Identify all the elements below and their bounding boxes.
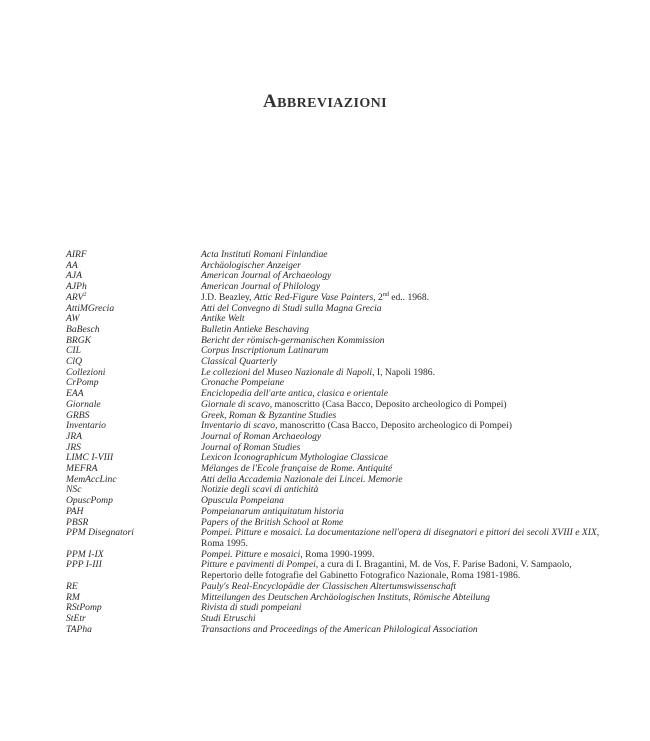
abbreviation-key-text: StEtr [66,612,86,624]
expansion-fragment: , 2 [373,291,383,303]
expansion-fragment: Cronache Pompeiane [201,377,285,389]
abbreviation-row [66,475,606,486]
abbreviation-key [66,378,201,389]
expansion-fragment: Mitteilungen des Deutschen Archäologischen Instituts, Römische Abteilung [201,591,490,603]
expansion-fragment: Inventario di scavo [201,420,276,432]
expansion-fragment: Greek, Roman & Byzantine Studies [201,409,337,421]
abbreviation-key [66,250,201,261]
abbreviation-key [66,304,201,315]
abbreviation-row [66,560,606,581]
abbreviation-row [66,593,606,604]
abbreviation-key [66,261,201,272]
abbreviation-row [66,304,606,315]
abbreviation-key-text: PPM I-IX [66,548,104,560]
page-title-initial: A [263,91,278,113]
expansion-fragment: Enciclopedia dell'arte antica, clasica e orientale [201,388,388,400]
expansion-fragment: Studi Etruschi [201,612,256,624]
abbreviation-key-text: AttiMGrecia [66,302,115,314]
expansion-fragment: Mélanges de l'Ecole française de Rome. Antiquité [201,463,393,475]
expansion-fragment: Le collezioni del Museo Nazionale di Napoli [201,366,373,378]
abbreviation-key-text: PPM Disegnatori [66,527,134,539]
abbreviation-row [66,271,606,282]
abbreviation-row [66,261,606,272]
abbreviation-key-text: AIRF [66,249,87,260]
abbreviation-row [66,250,606,261]
expansion-fragment: Notizie degli scavi di antichità [201,484,319,496]
abbreviation-key [66,421,201,432]
abbreviation-key-text: ARV [66,291,84,303]
abbreviation-key-text: Inventario [66,420,106,432]
expansion-fragment: Acta Instituti Romani Finlandiae [201,249,328,260]
expansion-fragment: Pompei. Pitture e mosaici [201,548,301,560]
expansion-fragment: American Journal of Philology [201,281,321,293]
abbreviation-key [66,496,201,507]
abbreviation-key [66,336,201,347]
page-title-rest: BBREVIAZIONI [277,96,387,112]
expansion-fragment: , Roma 1995. [201,527,600,549]
expansion-fragment: American Journal of Archaeology [201,270,332,282]
expansion-fragment: Journal of Roman Archaeology [201,430,322,442]
abbreviation-key [66,528,201,549]
abbreviation-key [66,432,201,443]
abbreviation-key-superscript: 2 [83,291,87,298]
abbreviation-key-text: MEFRA [66,463,98,475]
abbreviation-key-text: CIL [66,345,81,357]
expansion-fragment: Pompeianarum antiquitatum historia [201,505,344,517]
abbreviation-row [66,421,606,432]
abbreviation-row [66,368,606,379]
abbreviation-expansion [201,528,606,549]
expansion-fragment: nd [382,291,389,298]
abbreviation-key-text: AA [66,259,78,271]
expansion-fragment: Papers of the British School at Rome [201,516,344,528]
abbreviation-expansion [201,304,606,315]
abbreviation-key-text: Giornale [66,398,101,410]
abbreviation-key-text: PAH [66,505,84,517]
expansion-fragment: , a cura di I. Bragantini, M. de Vos, F. Parise Badoni, V. Sampaolo, Repertorio delle fotografie del Gabinetto Fotografico Nazionale, Roma 1981-1986. [201,559,572,582]
abbreviation-key [66,603,201,614]
abbreviation-key-text: AJPh [66,281,87,293]
abbreviation-row [66,336,606,347]
abbreviation-row [66,314,606,325]
expansion-fragment: Pompei. Pitture e mosaici. La documentazione nell'opera di disegnatori e pittori dei secoli XVIII e XIX [201,527,597,539]
expansion-fragment: ed.. 1968. [388,291,430,303]
abbreviation-key-text: BRGK [66,334,92,346]
abbreviation-key-text: OpuscPomp [66,495,113,507]
abbreviation-key-text: NSc [66,484,82,496]
abbreviation-key-text: TAPha [66,623,92,635]
expansion-fragment: Atti della Accademia Nazionale dei Lincei. Memorie [201,473,403,485]
expansion-fragment: Antike Welt [201,313,245,325]
abbreviation-key-text: PBSR [66,516,89,528]
abbreviation-row [66,485,606,496]
abbreviation-row [66,528,606,549]
expansion-fragment: , Roma 1990-1999. [300,548,375,560]
abbreviation-key-text: PPP I-III [66,559,102,571]
abbreviation-expansion [201,625,606,636]
abbreviation-key-text: AW [66,313,80,325]
abbreviation-expansion [201,603,606,614]
abbreviation-key-text: ClQ [66,356,82,368]
abbreviation-row [66,625,606,636]
expansion-fragment: Opuscula Pompeiana [201,495,284,507]
abbreviation-key-text: GRBS [66,409,90,421]
expansion-fragment: Pauly's Real-Encyclopädie der Classischen Altertumswissenschaft [201,580,457,592]
expansion-fragment: Journal of Roman Studies [201,441,301,453]
abbreviation-row [66,432,606,443]
abbreviation-key [66,346,201,357]
expansion-fragment: Attic Red-Figure Vase Painters [253,291,374,303]
expansion-fragment: Archäologischer Anzeiger [201,259,301,271]
abbreviation-key-text: RE [66,580,78,592]
expansion-fragment: , I, Napoli 1986. [372,366,435,378]
expansion-fragment: Rivista di studi pompeiani [201,602,302,614]
abbreviation-key-text: RStPomp [66,602,102,614]
expansion-fragment: Classical Quarterly [201,356,277,368]
abbreviation-key-text: Collezioni [66,366,106,378]
expansion-fragment: Bulletin Antieke Beschaving [201,323,309,335]
abbreviation-key-text: LIMC I-VIII [66,452,114,464]
expansion-fragment: , manoscritto (Casa Bacco, Deposito archeologico di Pompei) [275,420,512,432]
abbreviation-list [66,250,606,635]
expansion-fragment: Atti del Convegno di Studi sulla Magna Grecia [201,302,382,314]
abbreviation-key-text: JRS [66,441,81,453]
expansion-fragment: Transactions and Proceedings of the American Philological Association [201,623,478,635]
expansion-fragment: Bericht der römisch-germanischen Kommission [201,334,385,346]
abbreviation-expansion [201,560,606,581]
page-title [0,91,650,113]
abbreviation-row [66,603,606,614]
abbreviation-key [66,475,201,486]
abbreviation-row [66,346,606,357]
expansion-fragment: Corpus Inscriptionum Latinarum [201,345,329,357]
expansion-fragment: J.D. Beazley, [201,291,254,303]
abbreviation-key-text: AJA [66,270,82,282]
abbreviation-key-text: CrPomp [66,377,99,389]
abbreviation-key [66,560,201,581]
expansion-fragment: Lexicon Iconographicum Mythologiae Classicae [201,452,388,464]
abbreviation-key [66,625,201,636]
abbreviation-key-text: MemAccLinc [66,473,117,485]
expansion-fragment: Pitture e pavimenti di Pompei [201,559,316,571]
abbreviation-key [66,582,201,593]
abbreviation-key-text: BaBesch [66,323,100,335]
expansion-fragment: , manoscritto (Casa Bacco, Deposito archeologico di Pompei) [269,398,507,410]
abbreviation-key-text: EAA [66,388,84,400]
expansion-fragment: Giornale di scavo [201,398,270,410]
abbreviation-key-text: RM [66,591,80,603]
abbreviation-key-text: JRA [66,430,82,442]
